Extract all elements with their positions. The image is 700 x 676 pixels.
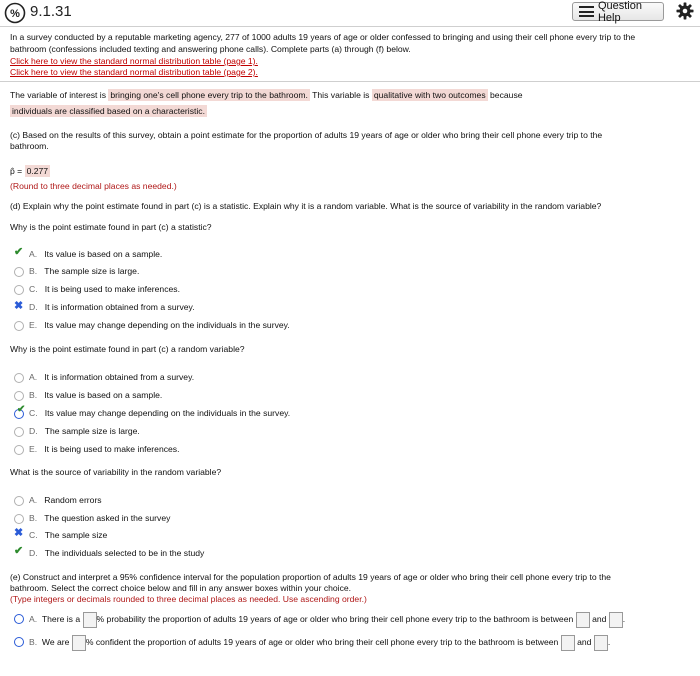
variable-answer-3[interactable]: individuals are classified based on a characteristic. <box>12 106 205 116</box>
part-e-option-b[interactable]: B. We are % confident the proportion of adults 19 years of age or older who bring their cell phone every trip to the bathroom is between and . <box>29 634 610 651</box>
variable-prefix: The variable of interest is <box>10 90 107 100</box>
divider <box>0 81 700 82</box>
q2-option-b[interactable]: B. Its value is based on a sample. <box>29 390 163 400</box>
q3-radio-a[interactable] <box>14 496 24 506</box>
q1-option-d[interactable]: D. It is information obtained from a survey. <box>29 302 195 312</box>
probability-input[interactable] <box>83 612 97 628</box>
phat-value[interactable]: 0.277 <box>26 166 49 176</box>
q1-option-a[interactable]: A. Its value is based on a sample. <box>29 249 163 259</box>
checkmark-icon: ✔ <box>14 545 24 557</box>
q3-radio-b[interactable] <box>14 514 24 524</box>
part-e-line-2: bathroom. Select the correct choice below and fill in any answer boxes within your choice. <box>10 583 352 593</box>
q1-radio-e[interactable] <box>14 321 24 331</box>
variable-suffix: because <box>490 90 523 100</box>
top-bar <box>0 0 700 27</box>
variable-sentence <box>10 90 523 100</box>
lower-bound-input[interactable] <box>576 612 590 628</box>
part-e-option-a[interactable]: A. There is a % probability the proportion of adults 19 years of age or older who bring their cell phone every trip to the bathroom is between and . <box>29 611 625 628</box>
part-e-radio-a[interactable] <box>14 614 24 624</box>
part-d-q3: What is the source of variability in the random variable? <box>10 467 222 477</box>
intro-line-2: bathroom (confessions included texting and answering phone calls). Complete parts (a) through (f) below. <box>10 44 411 54</box>
q2-option-a[interactable]: A. It is information obtained from a survey. <box>29 372 195 382</box>
svg-text:%: % <box>10 8 20 20</box>
q2-radio-b[interactable] <box>14 391 24 401</box>
q2-option-d[interactable]: D. The sample size is large. <box>29 426 140 436</box>
q2-radio-d[interactable] <box>14 427 24 437</box>
intro-line-1: In a survey conducted by a reputable marketing agency, 277 of 1000 adults 19 years of age or older confessed to bringing and using their cell phone every trip to the <box>10 32 636 42</box>
percent-badge-icon <box>4 2 26 24</box>
x-mark-icon: ✖ <box>14 300 24 312</box>
variable-answer-3-row <box>10 106 207 116</box>
q2-radio-e[interactable] <box>14 445 24 455</box>
variable-middle: This variable is <box>312 90 370 100</box>
list-icon <box>579 6 594 17</box>
q1-radio-b[interactable] <box>14 267 24 277</box>
part-e-radio-b[interactable] <box>14 637 24 647</box>
checkmark-icon: ✔ <box>14 246 24 258</box>
variable-answer-1[interactable]: bringing one's cell phone every trip to the bathroom. <box>110 90 308 100</box>
q2-option-c[interactable]: C. Its value may change depending on the individuals in the survey. <box>29 408 291 418</box>
q1-option-c[interactable]: C. It is being used to make inferences. <box>29 284 180 294</box>
question-help-label: Question Help <box>597 0 642 24</box>
part-d-q2: Why is the point estimate found in part (c) a random variable? <box>10 344 245 354</box>
upper-bound-input[interactable] <box>609 612 623 628</box>
part-e-note: (Type integers or decimals rounded to three decimal places as needed. Use ascending order.) <box>10 594 367 604</box>
part-d-prompt: (d) Explain why the point estimate found in part (c) is a statistic. Explain why it is a random variable. What is the source of variability in the random variable? <box>10 201 602 211</box>
question-help-button[interactable] <box>572 0 664 24</box>
part-d-q1: Why is the point estimate found in part (c) a statistic? <box>10 222 212 232</box>
phat-row <box>10 166 50 176</box>
q2-radio-a[interactable] <box>14 373 24 383</box>
q1-radio-c[interactable] <box>14 285 24 295</box>
part-c-note: (Round to three decimal places as needed.) <box>10 181 177 191</box>
part-c-line-2: bathroom. <box>10 141 49 151</box>
q2-option-e[interactable]: E. It is being used to make inferences. <box>29 444 180 454</box>
part-e-line-1: (e) Construct and interpret a 95% confidence interval for the population proportion of adults 19 years of age or older who bring their cell phone every trip to the <box>10 572 611 582</box>
lower-bound-input[interactable] <box>561 635 575 651</box>
question-number: 9.1.31 <box>30 3 72 20</box>
q3-option-a[interactable]: A. Random errors <box>29 495 102 505</box>
part-c-line-1: (c) Based on the results of this survey, obtain a point estimate for the proportion of adults 19 years of age or older who bring their cell phone every trip to the <box>10 130 603 140</box>
variable-answer-2[interactable]: qualitative with two outcomes <box>373 90 486 100</box>
q1-option-e[interactable]: E. Its value may change depending on the individuals in the survey. <box>29 320 290 330</box>
q3-option-b[interactable]: B. The question asked in the survey <box>29 513 171 523</box>
upper-bound-input[interactable] <box>594 635 608 651</box>
q3-option-d[interactable]: D. The individuals selected to be in the study <box>29 548 205 558</box>
confidence-input[interactable] <box>72 635 86 651</box>
normal-table-link-2[interactable]: Click here to view the standard normal distribution table (page 2). <box>10 67 258 77</box>
normal-table-link-1[interactable]: Click here to view the standard normal distribution table (page 1). <box>10 56 258 66</box>
q1-option-b[interactable]: B. The sample size is large. <box>29 266 140 276</box>
q3-option-c[interactable]: C. The sample size <box>29 530 108 540</box>
checkmark-icon: ✔ <box>17 404 26 415</box>
x-mark-icon: ✖ <box>14 527 24 539</box>
gear-icon[interactable] <box>676 2 694 20</box>
phat-label: p̂ = <box>10 166 23 176</box>
